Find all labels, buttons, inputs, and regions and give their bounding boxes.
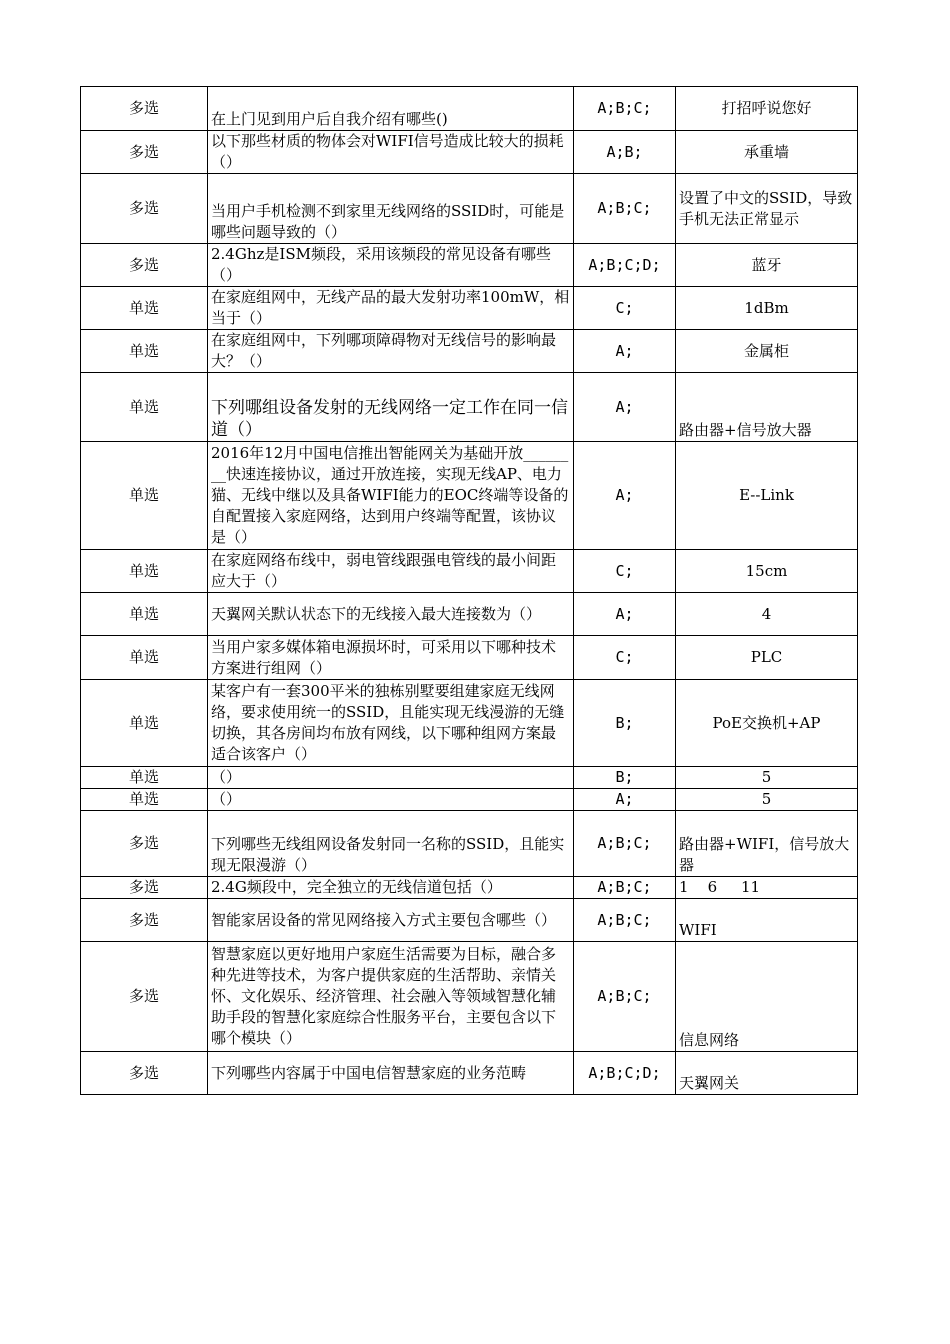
question-text: 下列哪些内容属于中国电信智慧家庭的业务范畴 — [208, 1052, 574, 1095]
table-row — [81, 287, 858, 330]
table-row — [81, 244, 858, 287]
question-text: 2.4G频段中，完全独立的无线信道包括（） — [208, 877, 574, 899]
answer-key: A;B;C; — [574, 87, 676, 131]
question-text: （） — [208, 767, 574, 789]
question-text: 在家庭组网中，无线产品的最大发射功率100mW，相当于（） — [208, 287, 574, 330]
answer-option: 4 — [676, 593, 858, 636]
table-row — [81, 174, 858, 244]
answer-key: A;B;C; — [574, 811, 676, 877]
answer-key: A;B;C; — [574, 174, 676, 244]
answer-key: B; — [574, 767, 676, 789]
answer-key: B; — [574, 680, 676, 767]
question-type: 多选 — [81, 87, 208, 131]
table-row — [81, 877, 858, 899]
question-type: 单选 — [81, 330, 208, 373]
question-type: 多选 — [81, 877, 208, 899]
answer-option: PLC — [676, 636, 858, 680]
answer-key: A;B; — [574, 131, 676, 174]
table-row — [81, 942, 858, 1052]
question-text: 某客户有一套300平米的独栋别墅要组建家庭无线网络，要求使用统一的SSID，且能实现无线漫游的无缝切换，其各房间均布放有网线，以下哪种组网方案最适合该客户（） — [208, 680, 574, 767]
answer-key: A; — [574, 330, 676, 373]
question-type: 单选 — [81, 767, 208, 789]
answer-key: C; — [574, 636, 676, 680]
answer-key: A;B;C;D; — [574, 244, 676, 287]
question-table — [80, 86, 858, 1095]
answer-option: E--Link — [676, 442, 858, 550]
question-text: （） — [208, 789, 574, 811]
answer-option: 蓝牙 — [676, 244, 858, 287]
table-row — [81, 593, 858, 636]
answer-option: 路由器+信号放大器 — [676, 373, 858, 442]
question-type: 多选 — [81, 131, 208, 174]
answer-key: C; — [574, 550, 676, 593]
answer-key: A;B;C; — [574, 899, 676, 942]
table-row — [81, 550, 858, 593]
answer-option: 设置了中文的SSID，导致手机无法正常显示 — [676, 174, 858, 244]
question-text: 智能家居设备的常见网络接入方式主要包含哪些（） — [208, 899, 574, 942]
question-type: 多选 — [81, 899, 208, 942]
answer-key: A;B;C; — [574, 942, 676, 1052]
answer-option: 承重墙 — [676, 131, 858, 174]
answer-key: A;B;C; — [574, 877, 676, 899]
answer-option: 5 — [676, 789, 858, 811]
question-text: 天翼网关默认状态下的无线接入最大连接数为（） — [208, 593, 574, 636]
question-type: 单选 — [81, 789, 208, 811]
question-text: 当用户手机检测不到家里无线网络的SSID时，可能是哪些问题导致的（） — [208, 174, 574, 244]
answer-option: 路由器+WIFI，信号放大器 — [676, 811, 858, 877]
answer-option: 天翼网关 — [676, 1052, 858, 1095]
answer-option: 金属柜 — [676, 330, 858, 373]
answer-option: 1 6 11 — [676, 877, 858, 899]
question-text: 2016年12月中国电信推出智能网关为基础开放________快速连接协议，通过开放连接，实现无线AP、电力猫、无线中继以及具备WIFI能力的EOC终端等设备的自配置接入家庭网络，达到用户终端等配置，该协议是（） — [208, 442, 574, 550]
answer-key: A; — [574, 373, 676, 442]
question-text: 智慧家庭以更好地用户家庭生活需要为目标，融合多种先进等技术，为客户提供家庭的生活帮助、亲情关怀、文化娱乐、经济管理、社会融入等领域智慧化辅助手段的智慧化家庭综合性服务平台，主要包含以下哪个模块（） — [208, 942, 574, 1052]
question-type: 单选 — [81, 287, 208, 330]
question-text: 2.4Ghz是ISM频段，采用该频段的常见设备有哪些（） — [208, 244, 574, 287]
question-text: 在家庭网络布线中，弱电管线跟强电管线的最小间距应大于（） — [208, 550, 574, 593]
question-type: 多选 — [81, 174, 208, 244]
table-row — [81, 330, 858, 373]
question-type: 多选 — [81, 244, 208, 287]
answer-option: 打招呼说您好 — [676, 87, 858, 131]
table-row — [81, 87, 858, 131]
question-text: 下列哪组设备发射的无线网络一定工作在同一信道（） — [208, 373, 574, 442]
table-row — [81, 789, 858, 811]
question-type: 多选 — [81, 942, 208, 1052]
table-row — [81, 680, 858, 767]
answer-option: 1dBm — [676, 287, 858, 330]
question-type: 单选 — [81, 636, 208, 680]
answer-option: 信息网络 — [676, 942, 858, 1052]
answer-option: 5 — [676, 767, 858, 789]
table-row — [81, 767, 858, 789]
answer-option: 15cm — [676, 550, 858, 593]
table-row — [81, 636, 858, 680]
question-text: 在家庭组网中，下列哪项障碍物对无线信号的影响最大？（） — [208, 330, 574, 373]
answer-option: WIFI — [676, 899, 858, 942]
table-row — [81, 1052, 858, 1095]
question-text: 当用户家多媒体箱电源损坏时，可采用以下哪种技术方案进行组网（） — [208, 636, 574, 680]
table-row — [81, 811, 858, 877]
question-type: 单选 — [81, 680, 208, 767]
table-row — [81, 373, 858, 442]
answer-key: A;B;C;D; — [574, 1052, 676, 1095]
table-row — [81, 442, 858, 550]
answer-option: PoE交换机+AP — [676, 680, 858, 767]
question-type: 单选 — [81, 550, 208, 593]
question-type: 多选 — [81, 1052, 208, 1095]
question-text: 以下那些材质的物体会对WIFI信号造成比较大的损耗（） — [208, 131, 574, 174]
table-row — [81, 899, 858, 942]
question-type: 单选 — [81, 593, 208, 636]
question-type: 多选 — [81, 811, 208, 877]
answer-key: A; — [574, 593, 676, 636]
answer-key: A; — [574, 789, 676, 811]
answer-key: C; — [574, 287, 676, 330]
question-type: 单选 — [81, 373, 208, 442]
question-text: 下列哪些无线组网设备发射同一名称的SSID，且能实现无限漫游（） — [208, 811, 574, 877]
question-type: 单选 — [81, 442, 208, 550]
answer-key: A; — [574, 442, 676, 550]
question-text: 在上门见到用户后自我介绍有哪些() — [208, 87, 574, 131]
table-row — [81, 131, 858, 174]
